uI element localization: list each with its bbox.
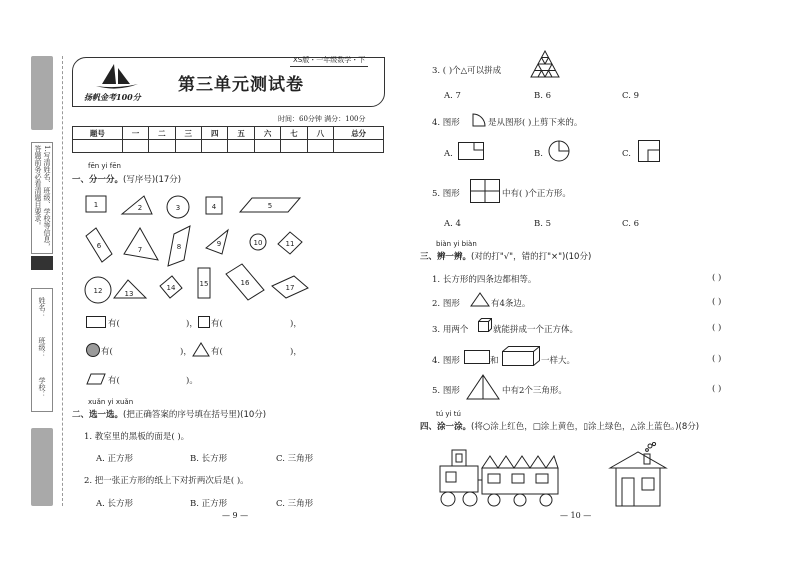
notice-box <box>31 142 53 254</box>
answer-row-close: )， <box>186 319 198 329</box>
item-num: 1. <box>432 275 441 285</box>
binding-strip-top <box>31 56 53 130</box>
q3-option-c[interactable]: C. 9 <box>622 91 640 101</box>
item-text: 图形 <box>442 356 460 366</box>
circle-icon <box>86 343 100 357</box>
answer-row-text: 有( <box>108 319 120 329</box>
split-triangle-icon <box>466 374 500 400</box>
score-head: 题号 <box>73 127 123 140</box>
score-head: 七 <box>281 127 307 140</box>
answer-paren[interactable]: ( ) <box>712 354 722 364</box>
shape-label: 1 <box>93 201 99 209</box>
item-text: 用两个 <box>442 325 469 335</box>
answer-row-close: )。 <box>186 376 198 386</box>
four-squares-icon <box>470 179 500 203</box>
sec1-shapes <box>78 190 318 308</box>
rectangle-quarter-icon <box>458 142 484 160</box>
q5-option-c[interactable]: C. 6 <box>622 219 640 229</box>
sec2-q2-option-a[interactable]: A. 长方形 <box>96 499 134 509</box>
score-head: 一 <box>122 127 148 140</box>
answer-paren[interactable]: ( ) <box>712 384 722 394</box>
item-num: 2. <box>432 299 441 309</box>
q4-option-c[interactable]: C. <box>622 149 631 159</box>
shape-label: 16 <box>240 279 250 287</box>
triangle-icon <box>470 292 490 307</box>
brand-name: 扬帆金考100分 <box>84 92 141 102</box>
shape-label: 10 <box>253 239 263 247</box>
q4-option-b[interactable]: B. <box>534 149 543 159</box>
score-head: 二 <box>149 127 175 140</box>
sec1-title-text: 一、分一分。 <box>72 175 124 185</box>
sec2-q2-option-c[interactable]: C. 三角形 <box>276 499 314 509</box>
shape-label: 3 <box>175 204 181 212</box>
item-text: 有4条边。 <box>491 299 531 309</box>
sec4-title <box>420 420 699 432</box>
shape-label: 5 <box>267 202 273 210</box>
binding-strip-bottom <box>31 428 53 506</box>
shape-label: 4 <box>211 203 217 211</box>
sec3-note: (对的打"√"，错的打"×")(10分) <box>471 252 592 262</box>
sec2-q1: 1. 教室里的黑板的面是( )。 <box>84 432 190 442</box>
score-cell[interactable] <box>122 140 148 153</box>
sec3-item-5 <box>432 384 460 396</box>
shape-label: 15 <box>199 280 209 288</box>
answer-row-text: 有( <box>108 376 120 386</box>
score-cell[interactable] <box>307 140 333 153</box>
edition-label: XS版・一年级数学・下 <box>290 55 368 67</box>
student-info-box <box>31 288 53 412</box>
answer-paren[interactable]: ( ) <box>712 323 722 333</box>
sec2-q1-option-b[interactable]: B. 长方形 <box>190 454 228 464</box>
sec2-q1-option-a[interactable]: A. 正方形 <box>96 454 134 464</box>
answer-row-text: 有( <box>101 347 113 357</box>
sec2-title <box>72 408 266 420</box>
square-quarter-icon <box>638 140 660 162</box>
answer-row-text: 有( <box>211 319 223 329</box>
score-table-header-row <box>73 127 384 140</box>
score-cell[interactable] <box>254 140 280 153</box>
shape-label: 7 <box>137 246 143 254</box>
triangle-stack-icon <box>530 50 560 78</box>
item-text: 图形 <box>442 299 460 309</box>
sec2-title-text: 二、选一选。 <box>72 410 124 420</box>
triangle-icon <box>192 342 210 357</box>
score-head: 三 <box>175 127 201 140</box>
field-class: 班级： <box>38 337 46 358</box>
field-school: 学校： <box>38 377 46 398</box>
shape-label: 12 <box>93 287 103 295</box>
sec2-q2-option-b[interactable]: B. 正方形 <box>190 499 228 509</box>
sec3-title-text: 三、辨一辨。 <box>420 252 472 262</box>
shape-label: 9 <box>216 240 222 248</box>
house-drawing <box>604 442 672 510</box>
sec3-item-4 <box>432 354 460 366</box>
sec2-pinyin: xuǎn yi xuǎn <box>88 398 134 406</box>
notice-text: 1.写清姓名、班级、学校等信息，答题前务必看清题目要求。 <box>34 145 51 250</box>
score-head: 总分 <box>334 127 384 140</box>
q3-option-b[interactable]: B. 6 <box>534 91 552 101</box>
sec3-pinyin: biàn yi biàn <box>436 240 477 248</box>
quarter-circle-icon <box>472 113 486 127</box>
score-head: 四 <box>202 127 228 140</box>
item-text: 就能拼成一个正方体。 <box>493 325 579 335</box>
exam-meta: 时间：60分钟 满分：100分 <box>278 115 366 123</box>
square-icon <box>198 316 210 328</box>
sec3-item-1 <box>432 273 536 285</box>
sec3-item-3 <box>432 323 468 335</box>
item-text: 长方形的四条边都相等。 <box>442 275 537 285</box>
item-text: 图形 <box>442 386 460 396</box>
parallelogram-icon <box>86 373 106 385</box>
sec4-pinyin: tú yi tú <box>436 410 461 418</box>
cut-line <box>62 56 63 506</box>
score-head: 六 <box>254 127 280 140</box>
item-text: 和 <box>490 356 499 366</box>
answer-row-close: )， <box>180 347 192 357</box>
shape-label: 2 <box>137 204 143 212</box>
right-q3: 3. ( )个△可以拼成 <box>432 66 502 76</box>
sec2-q1-option-c[interactable]: C. 三角形 <box>276 454 314 464</box>
sec3-title <box>420 250 591 262</box>
score-table-input-row <box>73 140 384 153</box>
shape-label: 13 <box>124 290 134 298</box>
score-cell[interactable] <box>334 140 384 153</box>
q3-option-a[interactable]: A. 7 <box>444 91 461 101</box>
train-drawing <box>432 444 566 510</box>
right-q4: 4. 图形 <box>432 118 460 128</box>
field-name: 姓名： <box>38 297 46 318</box>
answer-paren[interactable]: ( ) <box>712 297 722 307</box>
sec1-note: (写序号)(17分) <box>123 175 182 185</box>
sec1-title <box>72 173 181 185</box>
sec2-note: (把正确答案的序号填在括号里)(10分) <box>123 410 267 420</box>
shape-label: 8 <box>176 243 182 251</box>
item-num: 3. <box>432 325 441 335</box>
rectangle-icon <box>86 316 106 328</box>
score-head: 五 <box>228 127 254 140</box>
rectangle-icon <box>464 350 490 364</box>
score-table <box>72 126 384 153</box>
shape-label: 17 <box>285 284 295 292</box>
answer-paren[interactable]: ( ) <box>712 273 722 283</box>
score-cell[interactable] <box>228 140 254 153</box>
score-cell[interactable] <box>281 140 307 153</box>
score-head: 八 <box>307 127 333 140</box>
item-text: 一样大。 <box>541 356 576 366</box>
score-cell[interactable] <box>149 140 175 153</box>
q4-option-a[interactable]: A. <box>444 149 453 159</box>
cuboid-icon <box>502 346 540 366</box>
answer-row-close: )， <box>290 347 302 357</box>
item-num: 5. <box>432 386 441 396</box>
q5-option-a[interactable]: A. 4 <box>444 219 461 229</box>
q5-option-b[interactable]: B. 5 <box>534 219 552 229</box>
sec4-note: (将○涂上红色，□涂上黄色，▯涂上绿色，△涂上蓝色。)(8分) <box>471 422 700 432</box>
page-title: 第三单元测试卷 <box>178 75 304 95</box>
right-q5: 5. 图形 <box>432 189 460 199</box>
sec1-pinyin: fēn yi fēn <box>88 162 121 170</box>
shape-label: 14 <box>166 284 176 292</box>
item-num: 4. <box>432 356 441 366</box>
right-q5-tail: 中有( )个正方形。 <box>502 189 571 199</box>
sec2-q2: 2. 把一张正方形的纸上下对折两次后是( )。 <box>84 476 249 486</box>
sec3-item-2 <box>432 297 460 309</box>
page-number-right: — 10 — <box>560 511 592 520</box>
answer-row-text: 有( <box>211 347 223 357</box>
page-number-left: — 9 — <box>222 511 249 520</box>
shape-label: 11 <box>285 240 295 248</box>
item-text: 中有2个三角形。 <box>502 386 567 396</box>
score-cell[interactable] <box>175 140 201 153</box>
answer-row-close: )， <box>290 319 302 329</box>
sec4-title-text: 四、涂一涂。 <box>420 422 472 432</box>
score-cell[interactable] <box>202 140 228 153</box>
cube-icon <box>478 318 492 332</box>
binding-label-block <box>31 256 53 270</box>
score-cell <box>73 140 123 153</box>
shape-label: 6 <box>96 242 102 250</box>
right-q4-tail: 是从图形( )上剪下来的。 <box>488 118 583 128</box>
circle-quarter-icon <box>548 140 570 162</box>
sailboat-logo-icon <box>92 62 142 92</box>
